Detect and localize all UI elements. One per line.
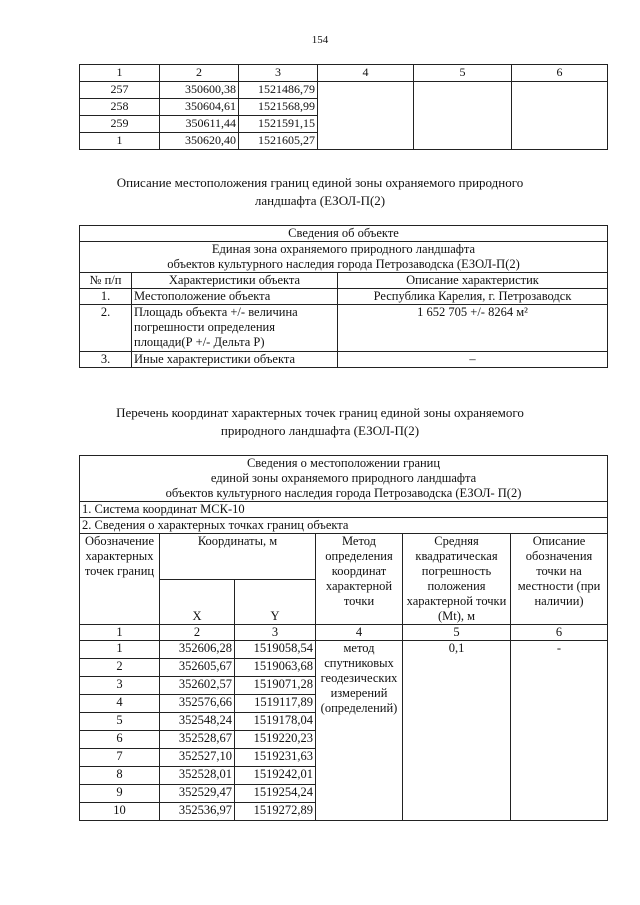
coord-x: 352536,97 <box>160 803 235 821</box>
header-x: X <box>160 579 235 625</box>
section-heading-coordinates <box>0 404 640 440</box>
section-label: 2. Сведения о характерных точках границ объекта <box>80 518 608 534</box>
coordinates-table-continued <box>79 64 608 150</box>
coord-x: 352602,57 <box>160 677 235 695</box>
column-number: 6 <box>511 625 608 641</box>
header-coordinates: Координаты, м <box>160 534 316 580</box>
heading-line: Перечень координат характерных точек границ единой зоны охраняемого <box>116 405 524 420</box>
point-id: 6 <box>80 731 160 749</box>
object-name <box>80 242 608 273</box>
characteristic: Иные характеристики объекта <box>132 352 338 368</box>
description-value: - <box>511 641 608 821</box>
coord-y: 1521486,79 <box>239 82 318 99</box>
point-id: 8 <box>80 767 160 785</box>
coord-y: 1519117,89 <box>235 695 316 713</box>
object-info-table <box>79 225 608 368</box>
header-method: Метод определения координат характерной точки <box>316 534 403 625</box>
point-id: 5 <box>80 713 160 731</box>
title-line: объектов культурного наследия города Петрозаводска (ЕЗОЛ- П(2) <box>165 486 522 500</box>
coord-y: 1519242,01 <box>235 767 316 785</box>
point-id: 2 <box>80 659 160 677</box>
header-description: Описание обозначения точки на местности (при наличии) <box>511 534 608 625</box>
table-title: Сведения об объекте <box>80 226 608 242</box>
row-number: 1. <box>80 289 132 305</box>
header-cell: № п/п <box>80 273 132 289</box>
coord-x: 352528,01 <box>160 767 235 785</box>
coord-x: 352527,10 <box>160 749 235 767</box>
coord-x: 352548,24 <box>160 713 235 731</box>
point-id: 10 <box>80 803 160 821</box>
point-id: 3 <box>80 677 160 695</box>
column-number-row <box>80 625 608 641</box>
column-number: 2 <box>160 625 235 641</box>
point-id: 258 <box>80 99 160 116</box>
header-cell: 2 <box>160 65 239 82</box>
table-header-row <box>80 534 608 580</box>
table-header-row <box>80 273 608 289</box>
coord-y: 1519231,63 <box>235 749 316 767</box>
coord-y: 1519272,89 <box>235 803 316 821</box>
object-name-line: Единая зона охраняемого природного ландшафта <box>211 242 476 256</box>
coord-x: 350620,40 <box>160 133 239 150</box>
section-heading-boundaries <box>0 174 640 210</box>
column-number: 4 <box>316 625 403 641</box>
description: – <box>338 352 608 368</box>
coord-y: 1521568,99 <box>239 99 318 116</box>
description: 1 652 705 +/- 8264 м² <box>338 305 608 352</box>
coord-y: 1519178,04 <box>235 713 316 731</box>
heading-line: Описание местоположения границ единой зоны охраняемого природного <box>116 175 524 190</box>
coordinate-system: 1. Система координат МСК-10 <box>80 502 608 518</box>
boundary-points-table <box>79 455 608 821</box>
point-id: 7 <box>80 749 160 767</box>
point-id: 1 <box>80 641 160 659</box>
header-y: Y <box>235 579 316 625</box>
coord-y: 1519071,28 <box>235 677 316 695</box>
header-cell: 3 <box>239 65 318 82</box>
characteristic: Местоположение объекта <box>132 289 338 305</box>
header-cell: 4 <box>318 65 414 82</box>
point-id: 4 <box>80 695 160 713</box>
table-row <box>80 289 608 305</box>
error-value: 0,1 <box>403 641 511 821</box>
empty-cell <box>318 82 414 150</box>
description: Республика Карелия, г. Петрозаводск <box>338 289 608 305</box>
table-row <box>80 352 608 368</box>
heading-line: природного ландшафта (ЕЗОЛ-П(2) <box>220 423 420 438</box>
header-cell: Описание характеристик <box>338 273 608 289</box>
row-number: 2. <box>80 305 132 352</box>
point-id: 259 <box>80 116 160 133</box>
point-id: 1 <box>80 133 160 150</box>
coord-x: 350600,38 <box>160 82 239 99</box>
coord-y: 1519220,23 <box>235 731 316 749</box>
coord-x: 352529,47 <box>160 785 235 803</box>
table-row <box>80 305 608 352</box>
header-cell: Характеристики объекта <box>132 273 338 289</box>
column-number: 1 <box>80 625 160 641</box>
empty-cell <box>512 82 608 150</box>
header-cell: 1 <box>80 65 160 82</box>
coord-x: 352528,67 <box>160 731 235 749</box>
point-id: 9 <box>80 785 160 803</box>
header-error: Средняя квадратическая погрешность положения характерной точки (Mt), м <box>403 534 511 625</box>
column-number: 5 <box>403 625 511 641</box>
page-number: 154 <box>311 34 329 46</box>
title-line: единой зоны охраняемого природного ландшафта <box>210 471 477 485</box>
empty-cell <box>414 82 512 150</box>
title-line: Сведения о местоположении границ <box>246 456 441 470</box>
coord-y: 1521591,15 <box>239 116 318 133</box>
header-cell: 5 <box>414 65 512 82</box>
header-cell: 6 <box>512 65 608 82</box>
coord-x: 352606,28 <box>160 641 235 659</box>
coord-x: 350604,61 <box>160 99 239 116</box>
object-name-line: объектов культурного наследия города Петрозаводска (ЕЗОЛ-П(2) <box>167 257 520 271</box>
coord-y: 1519058,54 <box>235 641 316 659</box>
method-value: метод спутниковых геодезических измерений (определений) <box>316 641 403 821</box>
heading-line: ландшафта (ЕЗОЛ-П(2) <box>254 193 386 208</box>
header-point: Обозначение характерных точек границ <box>80 534 160 625</box>
coord-x: 352605,67 <box>160 659 235 677</box>
characteristic: Площадь объекта +/- величина погрешности определения площади(Р +/- Дельта Р) <box>132 305 338 352</box>
row-number: 3. <box>80 352 132 368</box>
table-title <box>80 456 608 502</box>
table-header-row <box>80 65 608 82</box>
coord-x: 350611,44 <box>160 116 239 133</box>
coord-x: 352576,66 <box>160 695 235 713</box>
coord-y: 1519254,24 <box>235 785 316 803</box>
coord-y: 1519063,68 <box>235 659 316 677</box>
column-number: 3 <box>235 625 316 641</box>
coord-y: 1521605,27 <box>239 133 318 150</box>
table-row <box>80 82 608 99</box>
table-row <box>80 641 608 659</box>
point-id: 257 <box>80 82 160 99</box>
